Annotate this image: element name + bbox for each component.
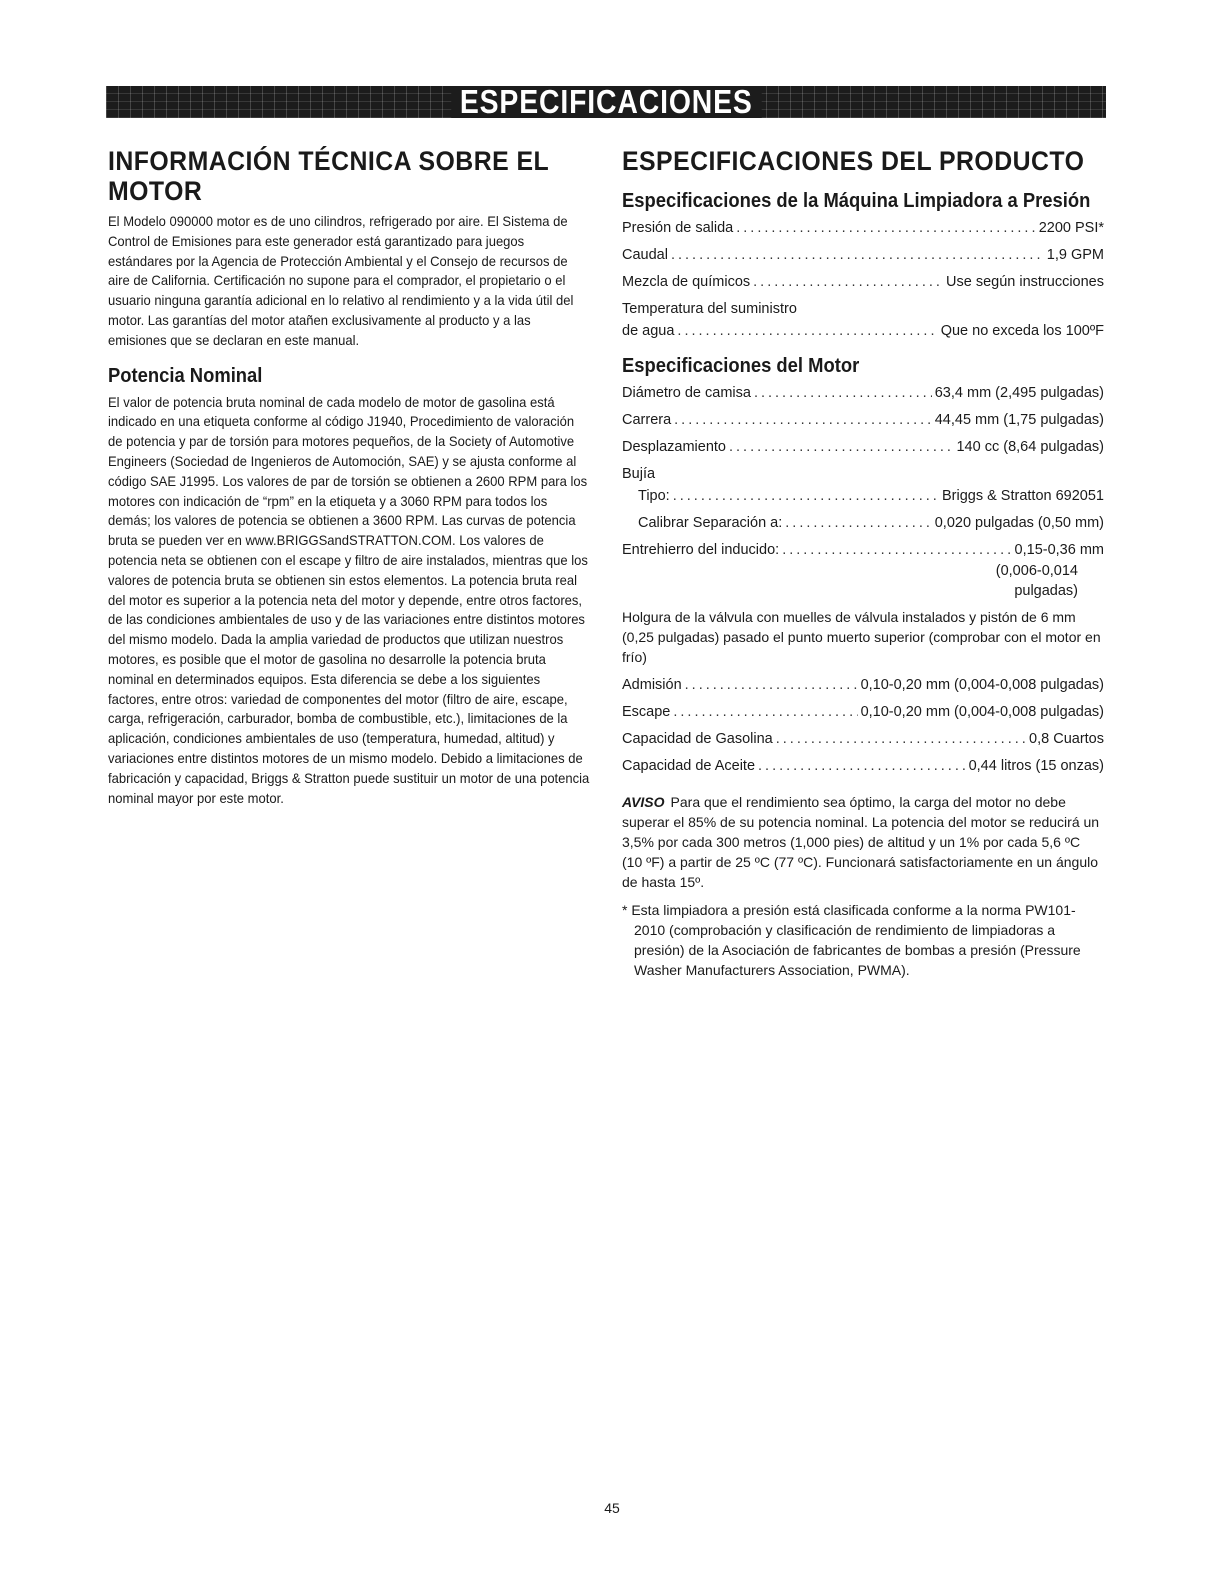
spec-label: Admisión — [622, 677, 682, 693]
spec-row-oil-capacity — [622, 756, 1104, 776]
product-specs-heading: ESPECIFICACIONES DEL PRODUCTO — [622, 146, 1085, 176]
spec-label: Presión de salida — [622, 220, 734, 236]
spec-value: 1,9 GPM — [1046, 247, 1104, 263]
spec-spark-plug-label: Bujía — [622, 466, 656, 482]
spec-label: Capacidad de Aceite — [622, 758, 756, 774]
spec-armature-extra — [622, 561, 1104, 601]
spec-label: Tipo: — [638, 488, 670, 504]
engine-info-text: El Modelo 090000 motor es de uno cilindros, refrigerado por aire. El Sistema de Control de Emisiones para este generador está garantizado para juegos estándares por la Agencia de Protección Ambiental y el Consejo de recursos de aire de California. Certificación no supone para el comprador, el propietario o el usuario ninguna garantía adicional en lo relativo al rendimiento y a la vida útil del motor. Las garantías del motor atañen exclusivamente al producto y a las emisiones que se declaran en este manual. — [108, 213, 574, 348]
spec-value: 44,45 mm (1,75 pulgadas) — [934, 412, 1104, 428]
right-column — [622, 146, 1104, 980]
spec-temp-label: Temperatura del suministro — [622, 301, 797, 317]
spec-label: Escape — [622, 704, 671, 720]
spec-row-flow — [622, 245, 1104, 265]
dot-leader — [758, 756, 966, 776]
spec-row-pressure — [622, 218, 1104, 238]
spec-row-intake — [622, 675, 1104, 695]
dot-leader — [776, 729, 1026, 749]
spec-row-fuel-capacity — [622, 729, 1104, 749]
dot-leader — [673, 486, 939, 506]
spec-row-exhaust — [622, 702, 1104, 722]
section-banner — [106, 83, 1106, 120]
power-rating-heading: Potencia Nominal — [108, 364, 263, 387]
banner-title: ESPECIFICACIONES — [451, 86, 761, 118]
spec-value: 0,44 litros (15 onzas) — [968, 758, 1104, 774]
spec-value: Briggs & Stratton 692051 — [941, 488, 1104, 504]
spec-value: 0,8 Cuartos — [1029, 731, 1104, 747]
spec-armature-extra-line: (0,006-0,014 — [995, 563, 1078, 579]
spec-label: de agua — [622, 323, 675, 339]
spec-label: Caudal — [622, 247, 668, 263]
spec-row-plug-type — [622, 486, 1104, 506]
dot-leader — [674, 410, 932, 430]
page-number: 45 — [604, 1500, 620, 1516]
motor-specs-heading: Especificaciones del Motor — [622, 355, 860, 377]
spec-value: 0,10-0,20 mm (0,004-0,008 pulgadas) — [860, 677, 1104, 693]
dot-leader — [673, 702, 857, 722]
spec-label: Entrehierro del inducido: — [622, 542, 780, 558]
dot-leader — [685, 675, 858, 695]
dot-leader — [736, 218, 1035, 238]
spec-label: Capacidad de Gasolina — [622, 731, 773, 747]
spec-label: Desplazamiento — [622, 439, 726, 455]
dot-leader — [785, 513, 931, 533]
spec-row-temperature — [622, 321, 1104, 341]
spec-value: Use según instrucciones — [946, 274, 1104, 290]
notice-paragraph — [622, 792, 1104, 892]
footnote: * Esta limpiadora a presión está clasificada conforme a la norma PW101-2010 (comprobación y clasificación de rendimiento de limpiadoras a presión) de la Asociación de fabricantes de bombas a presión (Pressure Washer Manufacturers Association, PWMA). — [622, 902, 1081, 978]
spec-value: Que no exceda los 100ºF — [940, 323, 1104, 339]
spec-value: 0,15-0,36 mm — [1014, 542, 1104, 558]
dot-leader — [753, 272, 943, 292]
spec-label: Carrera — [622, 412, 672, 428]
spec-armature-extra-line: pulgadas) — [1014, 583, 1078, 599]
spec-label: Diámetro de camisa — [622, 385, 751, 401]
dot-leader — [782, 540, 1011, 560]
left-column — [108, 146, 592, 808]
dot-leader — [677, 321, 937, 341]
spec-row-bore — [622, 383, 1104, 403]
spec-label: Mezcla de químicos — [622, 274, 751, 290]
valve-clearance-text: Holgura de la válvula con muelles de válvula instalados y pistón de 6 mm (0,25 pulgadas) pasado el punto muerto superior (comprobar con el motor en frío) — [622, 609, 1101, 665]
engine-info-heading: INFORMACIÓN TÉCNICA SOBRE EL MOTOR — [108, 146, 549, 206]
washer-specs-heading: Especificaciones de la Máquina Limpiadora a Presión — [622, 190, 1091, 212]
spec-row-chemicals — [622, 272, 1104, 292]
spec-row-plug-gap — [622, 513, 1104, 533]
power-rating-text: El valor de potencia bruta nominal de cada modelo de motor de gasolina está indicado en una etiqueta conforme al código J1940, Procedimiento de valoración de potencia y par de torsión para motores pequeños, de la Society of Automotive Engineers (Sociedad de Ingenieros de Automoción, SAE) y se ajusta conforme al código SAE J1995. Los valores de par de torsión se obtienen a 2600 RPM para los motores con indicación de “rpm” en la etiqueta y a 3060 RPM para todos los demás; los valores de potencia se obtienen a 3600 RPM. Las curvas de potencia bruta se pueden ver en www.BRIGGSandSTRATTON.COM. Los valores de potencia neta se obtienen con el escape y filtro de aire instalados, mientras que los valores de potencia bruta se obtienen sin estos elementos. La potencia bruta real del motor es superior a la potencia neta del motor y depende, entre otros factores, de las condiciones ambientales de uso y de las variaciones entre distintos motores del mismo modelo. Dada la amplia variedad de productos que utilizan nuestros motores, es posible que el motor de gasolina no desarrolle la potencia bruta nominal en determinados equipos. Esta diferencia se debe a los siguientes factores, entre otros: variedad de componentes del motor (filtro de aire, escape, carga, refrigeración, carburador, bomba de combustible, etc.), limitaciones de la aplicación, condiciones ambientales de uso (temperatura, humedad, altitud) y variaciones entre distintos motores de un mismo modelo. Debido a limitaciones de fabricación y capacidad, Briggs & Stratton puede sustituir un motor de una potencia nominal mayor por este motor. — [108, 393, 590, 806]
dot-leader — [671, 245, 1044, 265]
spec-value: 0,020 pulgadas (0,50 mm) — [934, 515, 1104, 531]
spec-row-displacement — [622, 437, 1104, 457]
spec-value: 140 cc (8,64 pulgadas) — [956, 439, 1104, 455]
spec-label: Calibrar Separación a: — [638, 515, 783, 531]
spec-value: 2200 PSI* — [1038, 220, 1104, 236]
notice-tag: AVISO — [622, 794, 665, 810]
spec-row-armature-gap — [622, 540, 1104, 560]
spec-value: 63,4 mm (2,495 pulgadas) — [934, 385, 1104, 401]
spec-value: 0,10-0,20 mm (0,004-0,008 pulgadas) — [860, 704, 1104, 720]
dot-leader — [754, 383, 932, 403]
dot-leader — [729, 437, 954, 457]
spec-row-stroke — [622, 410, 1104, 430]
notice-text: Para que el rendimiento sea óptimo, la carga del motor no debe superar el 85% de su potencia nominal. La potencia del motor se reducirá un 3,5% por cada 300 metros (1,000 pies) de altitud y un 1% por cada 5,6 ºC (10 ºF) a partir de 25 ºC (77 ºC). Funcionará satisfactoriamente en un ángulo de hasta 15º. — [622, 794, 1100, 890]
